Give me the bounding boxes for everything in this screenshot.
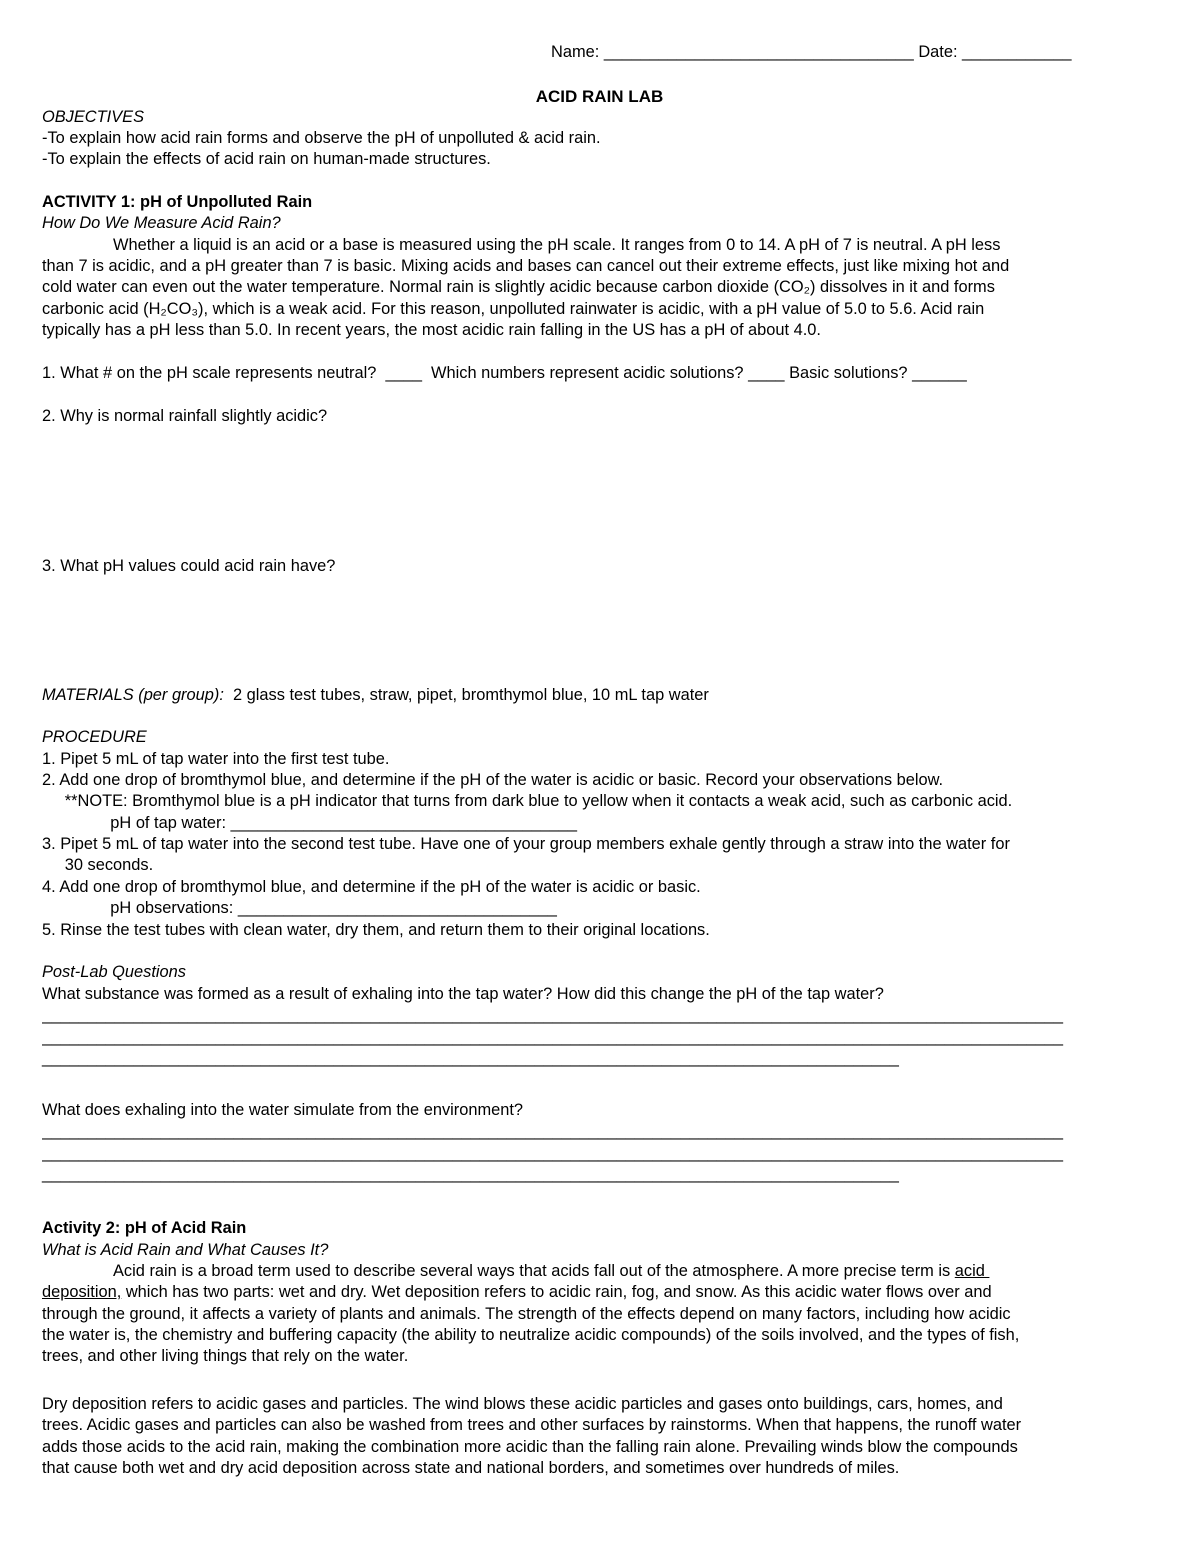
answer-line: ________________________________________________________________________________________________________________ [42, 1006, 1063, 1024]
activity1-paragraph-line: than 7 is acidic, and a pH greater than 7 is basic. Mixing acids and bases can cancel out their extreme effects, just like mixing hot and [42, 257, 1010, 275]
procedure-step-continued: 30 seconds. [42, 856, 154, 874]
activity2-heading: Activity 2: pH of Acid Rain [42, 1219, 247, 1237]
question-1: 1. What # on the pH scale represents neutral? ____ Which numbers represent acidic solutions? ____ Basic solutions? ______ [42, 364, 967, 382]
activity1-paragraph-line: typically has a pH less than 5.0. In recent years, the most acidic rain falling in the US has a pH of about 4.0. [42, 321, 821, 339]
procedure-heading: PROCEDURE [42, 728, 147, 746]
text-run: which has two parts: wet and dry. Wet deposition refers to acidic rain, fog, and snow. As this acidic water flows over and [121, 1283, 992, 1301]
materials-text: 2 glass test tubes, straw, pipet, bromthymol blue, 10 mL tap water [223, 686, 709, 704]
text-run: Acid rain is a broad term used to describe several ways that acids fall out of the atmosphere. A more precise term is [113, 1262, 955, 1280]
underlined-term: acid [954, 1262, 990, 1280]
activity2-subheading: What is Acid Rain and What Causes It? [42, 1241, 329, 1259]
answer-line: ________________________________________________________________________________________________________________ [42, 1144, 1063, 1162]
activity2-paragraph-line: the water is, the chemistry and buffering capacity (the ability to neutralize acidic compounds) of the soils involved, and the types of fish, [42, 1326, 1020, 1344]
procedure-step: 3. Pipet 5 mL of tap water into the second test tube. Have one of your group members exhale gently through a straw into the water for [42, 835, 1010, 853]
objective-item: -To explain the effects of acid rain on human-made structures. [42, 150, 491, 168]
activity2-paragraph-line: trees, and other living things that rely on the water. [42, 1347, 409, 1365]
materials-label: MATERIALS (per group): [42, 686, 224, 704]
activity2-paragraph2-line: trees. Acidic gases and particles can also be washed from trees and other surfaces by rainstorms. When that happens, the runoff water [42, 1416, 1022, 1434]
activity2-paragraph-line [113, 1261, 989, 1282]
activity1-paragraph-line: cold water can even out the water temperature. Normal rain is slightly acidic because carbon dioxide (CO₂) dissolves in it and forms [42, 278, 995, 296]
answer-line: ______________________________________________________________________________________________ [42, 1165, 899, 1183]
procedure-step: 2. Add one drop of bromthymol blue, and determine if the pH of the water is acidic or basic. Record your observations below. [42, 771, 944, 789]
postlab-heading: Post-Lab Questions [42, 963, 186, 981]
activity2-paragraph-line [42, 1282, 992, 1303]
question-3: 3. What pH values could acid rain have? [42, 557, 336, 575]
procedure-step: 5. Rinse the test tubes with clean water, dry them, and return them to their original locations. [42, 921, 710, 939]
ph-tap-water-blank: pH of tap water: ______________________________________ [42, 814, 577, 832]
underlined-term: deposition, [42, 1283, 122, 1301]
procedure-note: **NOTE: Bromthymol blue is a pH indicator that turns from dark blue to yellow when it contacts a weak acid, such as carbonic acid. [42, 792, 1013, 810]
objective-item: -To explain how acid rain forms and observe the pH of unpolluted & acid rain. [42, 129, 601, 147]
activity2-paragraph-line: through the ground, it affects a variety of plants and animals. The strength of the effects depend on many factors, including how acidic [42, 1305, 1011, 1323]
name-date-line: Name: __________________________________ Date: ____________ [551, 43, 1072, 61]
activity2-paragraph2-line: Dry deposition refers to acidic gases and particles. The wind blows these acidic particles and gases onto buildings, cars, homes, and [42, 1395, 1003, 1413]
activity2-paragraph2-line: adds those acids to the acid rain, making the combination more acidic than the falling rain alone. Prevailing winds blow the compounds [42, 1438, 1018, 1456]
activity1-paragraph-line: Whether a liquid is an acid or a base is measured using the pH scale. It ranges from 0 to 14. A pH of 7 is neutral. A pH less [113, 236, 1001, 254]
objectives-heading: OBJECTIVES [42, 108, 145, 126]
activity1-paragraph-line: carbonic acid (H₂CO₃), which is a weak acid. For this reason, unpolluted rainwater is acidic, with a pH value of 5.0 to 5.6. Acid rain [42, 300, 985, 318]
answer-line: ______________________________________________________________________________________________ [42, 1049, 899, 1067]
answer-line: ________________________________________________________________________________________________________________ [42, 1122, 1063, 1140]
activity2-paragraph2-line: that cause both wet and dry acid deposition across state and national borders, and sometimes over hundreds of miles. [42, 1459, 900, 1477]
postlab-question-2: What does exhaling into the water simulate from the environment? [42, 1101, 524, 1119]
question-2: 2. Why is normal rainfall slightly acidic? [42, 407, 328, 425]
ph-observations-blank: pH observations: ___________________________________ [42, 899, 557, 917]
answer-line: ________________________________________________________________________________________________________________ [42, 1028, 1063, 1046]
procedure-step: 4. Add one drop of bromthymol blue, and determine if the pH of the water is acidic or basic. [42, 878, 701, 896]
postlab-question-1: What substance was formed as a result of exhaling into the tap water? How did this change the pH of the tap water? [42, 985, 884, 1003]
activity1-subheading: How Do We Measure Acid Rain? [42, 214, 281, 232]
page-title: ACID RAIN LAB [535, 87, 664, 106]
procedure-step: 1. Pipet 5 mL of tap water into the first test tube. [42, 750, 390, 768]
activity1-heading: ACTIVITY 1: pH of Unpolluted Rain [42, 193, 313, 211]
materials-line [42, 685, 709, 706]
